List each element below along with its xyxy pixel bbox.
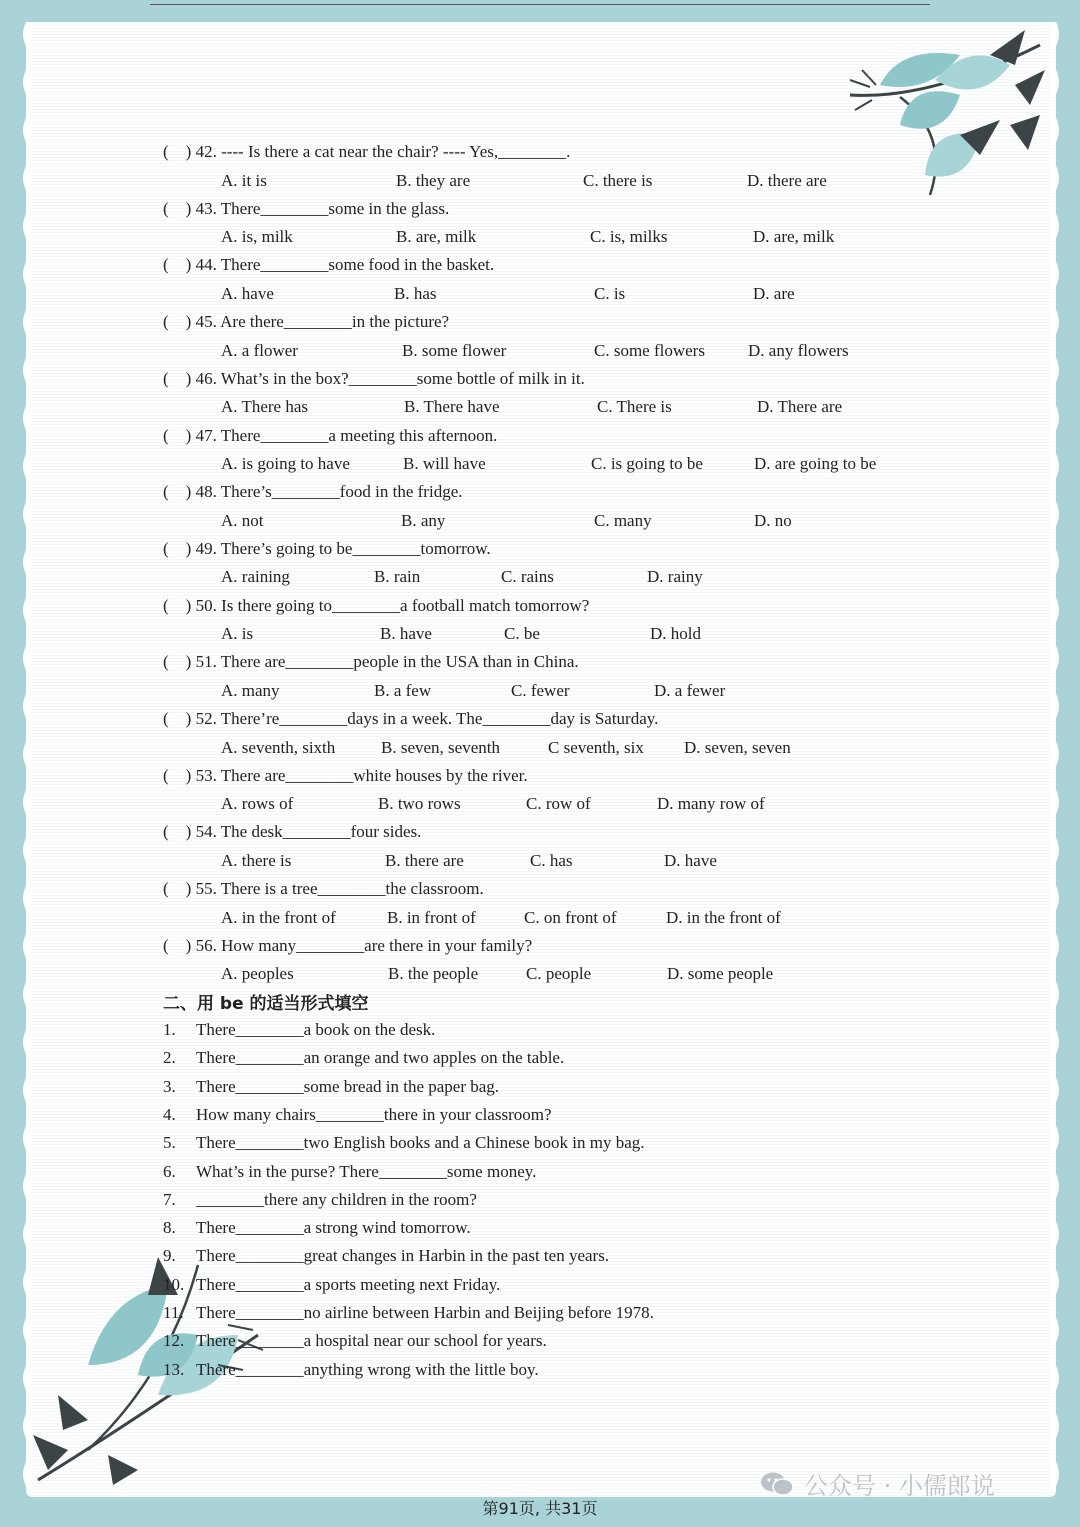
option-d: D. many row of [657,794,765,814]
option-b: B. two rows [378,794,461,814]
question-47: ( ) 47. There________a meeting this afternoon. [163,425,498,445]
option-c: C. is [594,283,626,303]
question-46: ( ) 46. What’s in the box?________some bottle of milk in it. [163,368,585,388]
fill-item-number: 4. [163,1104,176,1124]
option-a: A. peoples [221,964,294,984]
fill-item-number: 11. [163,1303,184,1322]
option-b: B. a few [374,680,432,700]
option-a: A. there is [221,850,292,870]
question-51: ( ) 51. There are________people in the USA than in China. [163,652,579,672]
option-a: A. it is [221,170,267,190]
option-b: B. will have [403,454,486,473]
option-a: A. There has [221,397,309,417]
option-b: B. the people [388,964,479,984]
option-c: C. people [526,964,592,984]
wechat-icon [760,1471,794,1497]
option-b: B. have [380,624,432,644]
option-b: B. seven, seventh [381,737,500,757]
question-44: ( ) 44. There________some food in the basket. [163,255,495,275]
option-d: D. hold [650,624,701,644]
option-d: D. have [664,850,717,870]
option-d: D. are going to be [754,454,877,473]
question-52: ( ) 52. There’re________days in a week. The________day is Saturday. [163,709,659,728]
option-d: D. any flowers [748,340,849,360]
fill-item-number: 10. [163,1274,185,1294]
fill-item-5: There________two English books and a Chinese book in my bag. [196,1133,645,1153]
fill-item-number: 1. [163,1020,176,1039]
section-2-title: 二、用 be 的适当形式填空 [163,994,369,1014]
option-d: D. no [754,510,792,530]
option-c: C. is going to be [591,454,703,473]
option-d: D. rainy [647,567,703,587]
option-a: A. is going to have [221,454,350,473]
question-50: ( ) 50. Is there going to________a football match tomorrow? [163,595,590,615]
fill-item-8: There________a strong wind tomorrow. [196,1218,471,1238]
option-b: B. are, milk [396,227,477,247]
option-b: B. some flower [402,340,507,360]
question-49: ( ) 49. There’s going to be________tomorrow. [163,538,491,558]
option-c: C. row of [526,794,591,814]
option-c: C. has [530,850,573,870]
fill-item-number: 2. [163,1048,176,1068]
option-c: C. many [594,510,652,530]
fill-item-3: There________some bread in the paper bag. [196,1076,500,1096]
option-a: A. seventh, sixth [221,737,336,757]
fill-item-11: There________no airline between Harbin and Beijing before 1978. [196,1303,654,1322]
option-b: B. in front of [387,907,476,927]
option-d: D. some people [667,964,774,984]
page-footer: 第91页, 共31页 [482,1499,598,1518]
fill-item-number: 8. [163,1218,176,1238]
fill-item-number: 6. [163,1161,176,1181]
option-b: B. there are [385,850,464,870]
question-45: ( ) 45. Are there________in the picture? [163,312,450,332]
question-56: ( ) 56. How many________are there in your family? [163,935,533,955]
option-b: B. rain [374,567,421,587]
option-a: A. in the front of [221,907,336,927]
option-a: A. raining [221,567,290,587]
question-43: ( ) 43. There________some in the glass. [163,198,450,218]
option-c: C. on front of [524,907,617,927]
fill-item-number: 3. [163,1076,176,1096]
option-a: A. not [221,510,264,530]
question-54: ( ) 54. The desk________four sides. [163,822,422,842]
option-d: D. There are [757,397,843,417]
option-c: C. some flowers [594,340,705,360]
option-c: C. there is [583,170,653,190]
watermark [760,1466,995,1501]
watermark-text: 公众号 · 小儒郎说 [804,1472,995,1500]
option-c: C. fewer [511,680,570,700]
fill-item-6: What’s in the purse? There________some money. [196,1161,537,1181]
option-d: D. are [753,283,795,303]
option-d: D. are, milk [753,227,835,247]
fill-item-number: 12. [163,1331,185,1351]
option-a: A. many [221,680,280,700]
option-b: B. any [401,510,446,530]
option-d: D. seven, seven [684,737,791,757]
question-48: ( ) 48. There’s________food in the fridge. [163,482,463,502]
option-d: D. in the front of [666,907,781,927]
option-a: A. is, milk [221,227,293,247]
fill-item-number: 7. [163,1189,176,1209]
fill-item-number: 5. [163,1133,176,1153]
fill-item-9: There________great changes in Harbin in the past ten years. [196,1246,610,1266]
fill-item-7: ________there any children in the room? [196,1189,477,1209]
fill-item-2: There________an orange and two apples on the table. [196,1048,565,1068]
option-a: A. is [221,624,254,644]
option-c: C. There is [597,397,672,417]
question-55: ( ) 55. There is a tree________the classroom. [163,879,484,899]
option-a: A. a flower [221,340,298,360]
option-b: B. has [394,283,437,303]
option-c: C. rains [501,567,554,587]
option-a: A. have [221,283,274,303]
option-c: C seventh, six [548,737,644,757]
option-b: B. There have [404,397,500,417]
option-c: C. is, milks [590,227,668,247]
fill-item-1: There________a book on the desk. [196,1020,436,1039]
fill-item-number: 13. [163,1359,185,1379]
fill-item-number: 9. [163,1246,176,1266]
fill-item-12: There________a hospital near our school for years. [196,1331,547,1351]
option-b: B. they are [396,170,471,190]
option-d: D. a fewer [654,680,726,700]
option-d: D. there are [747,170,827,190]
fill-item-4: How many chairs________there in your classroom? [196,1104,552,1124]
option-c: C. be [504,624,540,644]
question-42: ( ) 42. ---- Is there a cat near the chair? ---- Yes,________. [163,142,571,161]
option-a: A. rows of [221,794,294,814]
fill-item-13: There________anything wrong with the little boy. [196,1359,539,1379]
fill-item-10: There________a sports meeting next Friday. [196,1274,501,1294]
question-53: ( ) 53. There are________white houses by the river. [163,765,528,785]
